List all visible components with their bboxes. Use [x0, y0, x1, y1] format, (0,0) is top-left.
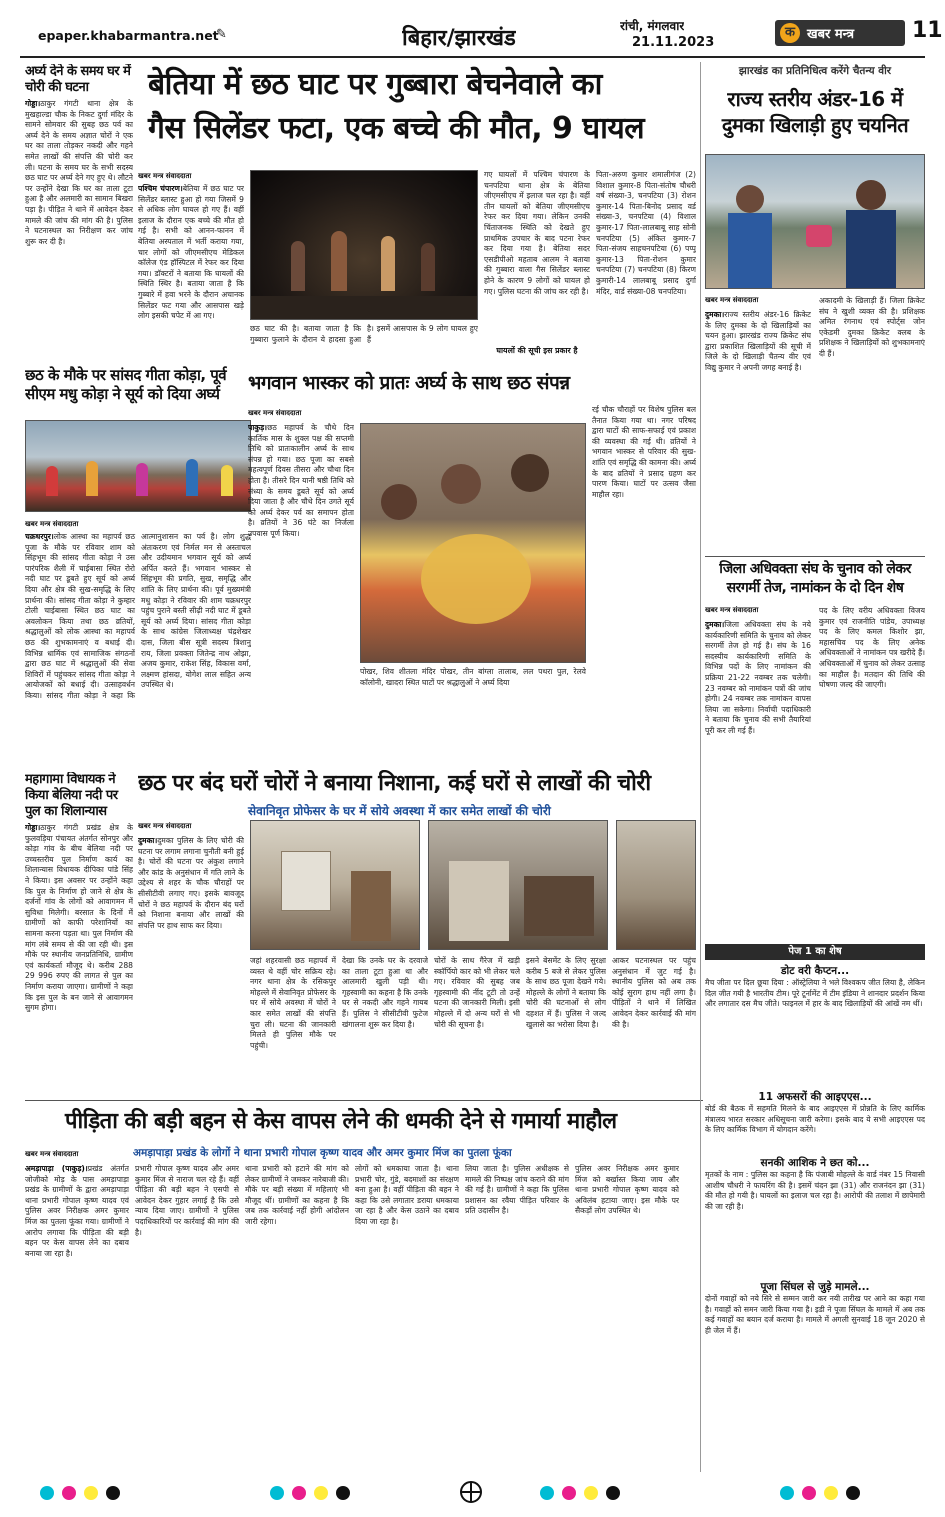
headline: अर्घ्य देने के समय घर में चोरी की घटना: [25, 64, 131, 95]
byline: खबर मन्त्र संवाददाता: [138, 822, 192, 830]
left-story-3: [25, 772, 133, 1092]
byline: खबर मन्त्र संवाददाता: [705, 606, 759, 614]
kicker: झारखंड का प्रतिनिधित्व करेंगे चैतन्य वीर: [738, 65, 892, 77]
headline: छठ पर बंद घरों चोरों ने बनाया निशाना, कई घरों से लाखों की चोरी: [138, 771, 651, 796]
site-url[interactable]: epaper.khabarmantra.net: [38, 28, 219, 43]
subhead: अमड़ापाड़ा प्रखंड के लोगों ने थाना प्रभारी गोपाल कृष्ण यादव और अमर कुमार मिंज का पुतला फूंका: [133, 1147, 512, 1159]
article-body: गोड्डा।ठाकुर गंगटी प्रखंड क्षेत्र के फुलवड़िया पंचायत अंतर्गत सोनपुर और कोड़ा गांव के बीच बेलिया नदी पर उच्चस्तरीय पुल निर्माण कार्य का शिलान्यास विधायक दीपिका पांडे सिंह ने किया। इस अवसर पर उन्होंने कहा कि पुल के निर्माण हो जाने से क्षेत्र के दर्जनों गांव के लोगों को आवागमन में सुविधा मिलेगी। बरसात के दिनों में ग्रामीणों को काफी परेशानियों का सामना करना पड़ता था। पुल निर्माण की मांग लंबे समय से की जा रही थी। इस मौके पर स्थानीय जनप्रतिनिधि, ग्रामीण एवं कार्यकर्ता मौजूद थे। करीब 288 29 996 रुपए की लागत से पुल का निर्माण कराया जाएगा। ग्रामीणों ने कहा कि इस पुल के बन जाने से आवागमन सुगम होगा।: [25, 823, 133, 1013]
black-dot: [846, 1486, 860, 1500]
theft-photo-3: [616, 820, 696, 950]
theft-col-2: जहां शहरवासी छठ महापर्व में व्यस्त थे वहीं चोर सक्रिय रहे। नगर थाना क्षेत्र के रसिकपुर मोहल्ले में सेवानिवृत प्रोफेसर के घर में सोये अवस्था में चोरों ने कार समेत लाखों की संपत्ति चुरा ली। घटना की जानकारी मिलते ही पुलिस मौके पर पहुंची।: [250, 956, 336, 1050]
continuation-head: पेज 1 का शेष: [705, 944, 925, 960]
theft-col-6: आकर घटनास्थल पर पहुंच अनुसंधान में जुट गई है। स्थानीय पुलिस को अब तक कोई सुराग हाथ नहीं लगा है। पीड़ितों ने थाने में लिखित आवेदन देकर कार्रवाई की मांग की है।: [612, 956, 696, 1029]
lead-col-1: पश्चिम चंपारण।बेतिया में छठ घाट पर सिलेंडर ब्लास्ट हुआ हो गया जिसमें 9 से अधिक लोग घायल हो गए हैं। वहीं इलाज के दौरान एक बच्चे की मौत हो गई है। सभी को आनन-फानन में बेतिया अस्पताल में भर्ती कराया गया, चार लोगों को जीएमसीएच मेडिकल कॉलेज एंड हॉस्पिटल में रेफर कर दिया गया। डॉक्टरों ने बताया कि घायलों की स्थिति स्थिर है। बताया जाता है कि गुब्बारे में हवा भरने के दौरान अचानक सिलेंडर फट गया और आसपास खड़े लोग इसकी चपेट में आ गए।: [138, 184, 244, 321]
theft-photo-1: [250, 820, 420, 950]
bottom-col-1: अमड़ापाड़ा (पाकुड़)।प्रखंड अंतर्गत जोजीको मोड़ के पास अमड़ापाड़ा प्रखंड के ग्रामीणों के द्वारा अमड़ापाड़ा थाना प्रभारी गोपाल कृष्ण यादव एवं पुलिस अवर निरीक्षक अमर कुमार मिंज का पुतला फूंका गया। ग्रामीणों ने आरोप लगाया कि पीड़िता की बड़ी बहन पर केस वापस लेने का दबाव बनाया जा रहा है।: [25, 1164, 129, 1258]
article-body: चक्रधरपुर।लोक आस्था का महापर्व छठ पूजा के मौके पर रविवार शाम को सिंहभूम की सांसद गीता कोड़ा ने उस पारंपरिक शैली में चाईबासा स्थित रोरो नदी घाट पर डूबते हुए सूर्य को अर्घ्य दिया और क्षेत्र की सुख-समृद्धि के लिए प्रार्थना की। सांसद गीता कोड़ा ने कुम्हार टोली चाईबासा स्थित छठ घाट का अवलोकन किया तथा छठ व्रतियों, श्रद्धालुओं को लोक आस्था का महापर्व छठ की शुभकामनाएं व बधाई दी। विभिन्न धार्मिक एवं सामाजिक संगठनों द्वारा छठ घाट में श्रद्धालुओं की सेवा शिविरों में पहुंचकर सांसद गीता कोड़ा ने आयोजकों को बधाई दी। उत्साहवर्धन किया। सांसद गीता कोड़ा ने कहा कि आत्मानुशासन का पर्व है। लोग शुद्ध अंतःकरण एवं निर्मल मन से अस्ताचल और उदीयमान भगवान सूर्य को अर्घ्य अर्पित करते हैं। भगवान भास्कर से सिंहभूम की प्रगति, सुख, समृद्धि और शांति के लिए प्रार्थना की। पूर्व मुख्यमंत्री मधु कोड़ा ने रविवार की शाम चक्रधरपुर पहुंच पुराने बस्ती सीढ़ी नदी घाट में डूबते सूर्य को अर्घ्य दिया। सांसद गीता कोड़ा के साथ कांग्रेस जिलाध्यक्ष चंद्रशेखर दास, जिला बीस सूत्री सदस्य त्रिशानु राय, जिला प्रवक्ता जितेन्द्र नाथ ओझा, अजय कुमार, राकेश सिंह, विकास वर्मा, लक्ष्मण हांसदा, योगेश लाल सहित अन्य उपस्थित थे।: [25, 532, 251, 700]
registration-crosshair-icon: [460, 1481, 482, 1503]
left-story-2: [25, 366, 257, 766]
footer-marks: [0, 1478, 945, 1508]
headline-line-2: गैस सिलेंडर फटा, एक बच्चे की मौत, 9 घायल: [148, 111, 645, 146]
chhath-photo: [360, 423, 586, 663]
cont-4-body: दोनों गवाहों को नये सिरे से सम्मन जारी कर नयी तारीख पर आने का कहा गया है। गवाहों को समन जारी किया गया है। इडी ने पूजा सिंघल के मामले में अब तक कई गवाहों का बयान दर्ज कराया है। मामले में अगली सुनवाई 18 जून 2020 से ही जेल में हैं।: [705, 1294, 925, 1335]
black-dot: [106, 1486, 120, 1500]
mp-photo: [25, 420, 251, 512]
bottom-col-2: प्रभारी गोपाल कृष्ण यादव और अमर कुमार मिंज से नाराज चल रहे हैं। वहीं पीड़िता की बड़ी बहन ने एसपी से आवेदन देकर गुहार लगाई है कि उसे न्याय दिया जाए। ग्रामीणों ने पुलिस पदाधिकारियों पर कार्रवाई की मांग की है।: [135, 1164, 239, 1237]
cont-1-head: डोट वरी कैप्टन...: [780, 965, 850, 977]
byline: खबर मन्त्र संवाददाता: [138, 172, 192, 180]
right-story-2: [705, 556, 925, 941]
chhath-col-4: रई चौक चौराहों पर विशेष पुलिस बल तैनात किया गया था। नगर परिषद द्वारा घाटों की साफ-सफाई एवं प्रकाश की व्यवस्था की गई थी। व्रतियों ने भगवान भास्कर से परिवार की सुख-शांति एवं समृद्धि की कामना की। अर्घ्य के बाद व्रतियों ने प्रसाद ग्रहण कर पारण किया। घाटों पर उत्सव जैसा माहौल रहा।: [592, 405, 696, 499]
lead-photo: [250, 170, 478, 320]
theft-col-3: देखा कि उनके घर के दरवाजे का ताला टूटा हुआ था और आलमारी खुली पड़ी थी। गृहस्वामी का कहना है कि उनके घर से नकदी और गहने गायब हैं। पुलिस ने सीसीटीवी फुटेज खंगालना शुरू कर दिया है।: [342, 956, 428, 1029]
headline: राज्य स्तरीय अंडर-16 में दुमका खिलाड़ी हुए चयनित: [721, 87, 909, 137]
cyan-dot: [540, 1486, 554, 1500]
right-story2-col-2: पद के लिए वरीय अधिवक्ता विजय कुमार एवं राजनीति पांडेय, उपाध्यक्ष पद के लिए कमल किशोर झा, महासचिव पद के लिए अनेक अधिवक्ताओं ने नामांकन पत्र खरीदे हैं। अधिवक्ताओं में चुनाव को लेकर उत्साह का माहौल है। मतदान की तिथि की घोषणा जल्द की जाएगी।: [819, 606, 925, 690]
theft-photo-2: [428, 820, 608, 950]
masthead-rule: [20, 56, 925, 58]
bottom-col-4: लोगों को धमकाया जाता है। थाना प्रभारी चोर, गुंडे, बदमाशों का संरक्षण बना हुआ है। वहीं पीड़िता की बहन ने कहा कि उसे लगातार डराया धमकाया जा रहा है और केस उठाने का दबाव दिया जा रहा है।: [355, 1164, 459, 1226]
subhead: सेवानिवृत प्रोफेसर के घर में सोये अवस्था में कार समेत लाखों की चोरी: [248, 804, 551, 818]
left-story-1: [25, 64, 133, 354]
cyan-dot: [40, 1486, 54, 1500]
cont-3-head: सनकी आशिक ने छत को...: [760, 1157, 870, 1169]
yellow-dot: [584, 1486, 598, 1500]
yellow-dot: [824, 1486, 838, 1500]
cont-2-head: 11 अफसरों की आइएएस...: [758, 1091, 872, 1103]
bottom-col-3: थाना प्रभारी को हटाने की मांग को लेकर ग्रामीणों ने जमकर नारेबाजी की। मौके पर बड़ी संख्या में महिलाएं भी मौजूद थीं। ग्रामीणों का कहना है कि जब तक कार्रवाई नहीं होगी आंदोलन जारी रहेगा।: [245, 1164, 349, 1226]
magenta-dot: [562, 1486, 576, 1500]
color-dots-left: [40, 1484, 200, 1502]
headline: छठ के मौके पर सांसद गीता कोड़ा, पूर्व सीएम मधु कोड़ा ने सूर्य को दिया अर्घ्य: [25, 366, 227, 403]
cursor-icon: ✎: [216, 27, 227, 42]
yellow-dot: [314, 1486, 328, 1500]
bottom-story: [25, 1100, 703, 1472]
headline: पीड़िता की बड़ी बहन से केस वापस लेने की धमकी देने से गमार्या माहौल: [65, 1109, 617, 1134]
headline: भगवान भास्कर को प्रातः अर्घ्य के साथ छठ संपन्न: [248, 372, 570, 394]
brand-logo: [775, 20, 905, 46]
cyan-dot: [270, 1486, 284, 1500]
theft-col-1: दुमका।दुमका पुलिस के लिए चोरी की घटना पर लगाम लगाना चुनौती बनी हुई है। चोरों की घटना पर अंकुश लगाने और कांड के अनुसंधान में गति लाने के उद्देश्य से शहर के चौक चौराहों पर सीसीटीवी लगाए गए। इसके बावजूद चोरों ने छठ महापर्व के दौरान बंद घरों को निशाना बनाया और लाखों की संपत्ति पर हाथ साफ कर दिया।: [138, 836, 244, 930]
lead-col-4: पिता-अरुण कुमार शमालीगंज (2) विशाल कुमार-8 पिता-संतोष चौधरी वर्ष संख्या-3, चनपटिया (3) रोशन कुमार-14 पिता-बिनोद प्रसाद वर्ड संख्या-3, चनपटिया (4) विशाल कुमार-17 पिता-लालबाबू साह सोनी चनपटिया (5) अंकित कुमार-7 पिता-संजय साहचनपटिया (6) पप्पू कुमार-13 पिता-रोशन कुमार चनपटिया (7) चनपटिया (8) किरण कुमारी-14 लालबाबू प्रसाद दुर्गा मंदिर, वार्ड संख्या-08 चनपटिया।: [596, 170, 696, 296]
cyan-dot: [780, 1486, 794, 1500]
byline: खबर मन्त्र संवाददाता: [705, 296, 759, 304]
right-column-rule: [700, 62, 701, 1472]
black-dot: [606, 1486, 620, 1500]
brand-name: खबर मन्त्र: [807, 27, 855, 42]
cont-1-body: मैच जीता पर दिल छूया दिया : ऑस्ट्रेलिया ने भले विश्वकप जीत लिया है, लेकिन दिल जीत गयी है भारतीय टीम। पूरे टूर्नामेंट में टीम इंडिया ने शानदार प्रदर्शन किया और लगातार दस मैच जीते। फाइनल में हार के बाद खिलाड़ियों की आंखें नम थीं।: [705, 978, 925, 1009]
cont-4-head: पूजा सिंघल से जुड़े मामले...: [760, 1281, 870, 1293]
color-dots-far-right: [780, 1484, 920, 1502]
bottom-col-6: पुलिस अवर निरीक्षक अमर कुमार मिंज को बर्खास्त किया जाय और थाना प्रभारी गोपाल कृष्ण यादव को अविलंब हटाया जाए। इस मौके पर सैकड़ों लोग उपस्थित थे।: [575, 1164, 679, 1216]
headline-line-1: बेतिया में छठ घाट पर गुब्बारा बेचनेवाले का: [148, 67, 602, 102]
headline: महागामा विधायक ने किया बेलिया नदी पर पुल का शिलान्यास: [25, 772, 118, 819]
place-day: रांची, मंगलवार: [620, 19, 685, 33]
right-story2-col-1: दुमका।जिला अधिवक्ता संघ के नये कार्यकारिणी समिति के चुनाव को लेकर सरगर्मी तेज हो गई है। संघ के 16 सदस्यीय कार्यकारिणी समिति के विभिन्न पदों के लिए नामांकन की प्रक्रिया 21-22 नवम्बर तक चलेगी। 23 नवम्बर को नामांकन पत्रों की जांच होगी। 24 नवम्बर तक नामांकन वापस लिया जा सकेगा। निर्वाची पदाधिकारी ने बताया कि चुनाव की सभी तैयारियां पूरी कर ली गई हैं।: [705, 620, 811, 735]
magenta-dot: [292, 1486, 306, 1500]
chhath-col-1: पाकुड़।छठ महापर्व के चौथे दिन कार्तिक मास के शुक्ल पक्ष की सप्तमी तिथि को प्रातःकालीन अर्घ्य के साथ संपन्न हो गया। छठ पूजा का सबसे महत्वपूर्ण दिवस तीसरा और चौथा दिन होता है। तीसरे दिन यानी षष्ठी तिथि को संध्या के समय डूबते सूर्य को अर्घ्य दिया जाता है और चौथे दिन उगते सूर्य को अर्घ्य देकर पर्व का समापन होता है। व्रतियों ने 36 घंटे का निर्जला उपवास पूर्ण किया।: [248, 423, 354, 538]
bottom-top-rule: [25, 1100, 703, 1101]
byline: खबर मन्त्र संवाददाता: [25, 1150, 79, 1158]
masthead: [0, 0, 945, 58]
photo-caption: पोखर, शिव शीतला मंदिर पोखर, तीन बांग्ला तालाब, लल पथरा पुल, रेलवे कॉलोनी, खादरा स्थित घाटों पर श्रद्धालुओं ने अर्घ्य दिया: [360, 667, 586, 687]
brand-mark-icon: क: [780, 23, 800, 43]
right-story-1: [705, 64, 925, 554]
black-dot: [336, 1486, 350, 1500]
color-dots-mid: [270, 1484, 430, 1502]
continuation-box: [705, 944, 925, 1472]
byline: खबर मन्त्र संवाददाता: [248, 409, 302, 417]
color-dots-right: [540, 1484, 700, 1502]
right-col-1: दुमका।राज्य स्तरीय अंडर-16 क्रिकेट के लिए दुमका के दो खिलाड़ियों का चयन हुआ। झारखंड राज्य क्रिकेट संघ द्वारा प्रकाशित खिलाड़ियों की सूची में जिले के दो खिलाड़ी चैतन्य वीर एवं विद्यु कुमार ने अपनी जगह बनाई है।: [705, 310, 811, 372]
lead-col-3: गए घायलों में पश्चिम चंपारण के चनपटिया थाना क्षेत्र के बेतिया जीएमसीएच में इलाज चल रहा है। वहीं तीन घायलों को बेतिया जीएमसीएच रेफर कर दिया गया। लेकिन उनकी चिंताजनक स्थिति को देखते हुए प्राथमिक उपचार के बाद पटना रेफर कर दिया गया है। बेतिया सदर एसडीपीओ महताब आलम ने बताया की गुब्बारा वाला गैस सिलेंडर ब्लास्ट होने के कारण 9 लोगों को घायल हो गए। पुलिस घटना की जांच कर रही है।: [484, 170, 590, 296]
chhath-story: [248, 365, 696, 765]
section-title: बिहार/झारखंड: [402, 26, 516, 51]
page-number: 11: [912, 18, 943, 43]
injured-list-head: घायलों की सूची इस प्रकार है: [496, 346, 578, 355]
right-col-2: अकादमी के खिलाड़ी हैं। जिला क्रिकेट संघ ने खुशी व्यक्त की है। प्रशिक्षक अमित रंगनाथ एवं स्पोर्ट्स जोन एकेडमी दुमका क्रिकेट क्लब के प्रशिक्षक ने खिलाड़ियों को शुभकामनाएं दी हैं।: [819, 296, 925, 358]
theft-col-4: चोरों के साथ गैरेज में खड़ी स्कॉर्पियो कार को भी लेकर चले गए। रविवार की सुबह जब गृहस्वामी की नींद टूटी तो उन्हें घटना की जानकारी मिली। इसी मोहल्ले में दो अन्य घरों से भी चोरी की सूचना है।: [434, 956, 520, 1029]
story-rule: [705, 556, 925, 557]
cont-3-body: मृतकों के नाम : पुलिस का कहना है कि पंजाबी मोहल्ले के वार्ड नंबर 15 निवासी आशीष चौधरी ने फायरिंग की है। इसमें चंदन झा (31) और राजनंदन झा (31) की मौत हो गयी है। घायलों का इलाज चल रहा है। आरोपी की तलाश में छापेमारी की जा रही है।: [705, 1170, 925, 1211]
bottom-col-5: लिया जाता है। पुलिस अधीक्षक से मामले की निष्पक्ष जांच कराने की मांग की गई है। ग्रामीणों ने कहा कि पुलिस प्रशासन का रवैया पीड़ित परिवार के प्रति उदासीन है।: [465, 1164, 569, 1216]
byline: खबर मन्त्र संवाददाता: [25, 520, 79, 528]
article-body: गोड्डा।ठाकुर गंगटी थाना क्षेत्र के मुखहाल्डा चौक के निकट दुर्गा मंदिर के सामने सोमवार की सुबह छठ पर्व का अर्घ्य देने के समय अज्ञात चोरों ने एक घर का ताला तोड़कर नकदी और गहने समेत लाखों की संपत्ति की चोरी कर ली। घटना के समय घर के सभी सदस्य छठ घाट पर अर्घ्य देने गए हुए थे। लौटने पर उन्होंने देखा कि घर का ताला टूटा हुआ है और अलमारी का सामान बिखरा पड़ा है। पीड़ित ने थाने में आवेदन देकर मामले की जांच की मांग की है। पुलिस ने घटनास्थल का निरीक्षण कर जांच शुरू कर दी है।: [25, 99, 133, 246]
cont-2-body: बोर्ड की बैठक में सहमति मिलने के बाद आइएएस में प्रोन्नति के लिए कार्मिक मंत्रालय भारत सरकार अधिसूचना जारी करेगा। इसके बाद ये सभी आइएएस पद के लिए कार्मिक विभाग में योगदान करेंगे।: [705, 1104, 925, 1135]
headline: जिला अधिवक्ता संघ के चुनाव को लेकर सरगर्मी तेज, नामांकन के दो दिन शेष: [719, 561, 911, 596]
photo-caption: छठ घाट की है। बताया जाता है कि गुब्बारा फुलाने के दौरान ये हादसा हुआ है। इसमें आसपास के 9 लोग घायल हुए हैं: [250, 324, 478, 344]
magenta-dot: [62, 1486, 76, 1500]
issue-date: 21.11.2023: [632, 35, 715, 50]
cricket-photo: [705, 154, 925, 289]
theft-story: [138, 770, 696, 1100]
yellow-dot: [84, 1486, 98, 1500]
theft-col-5: इसने बेसमेंट के लिए सुरक्षा करीब 5 बजे से लेकर पुलिस के साथ छठ पूजा देखने गये। मोहल्ले के लोगों ने बताया कि चोरी की घटनाओं से लोग दहशत में हैं। पुलिस ने जल्द खुलासे का भरोसा दिया है।: [526, 956, 606, 1029]
magenta-dot: [802, 1486, 816, 1500]
lead-story: [138, 62, 696, 362]
